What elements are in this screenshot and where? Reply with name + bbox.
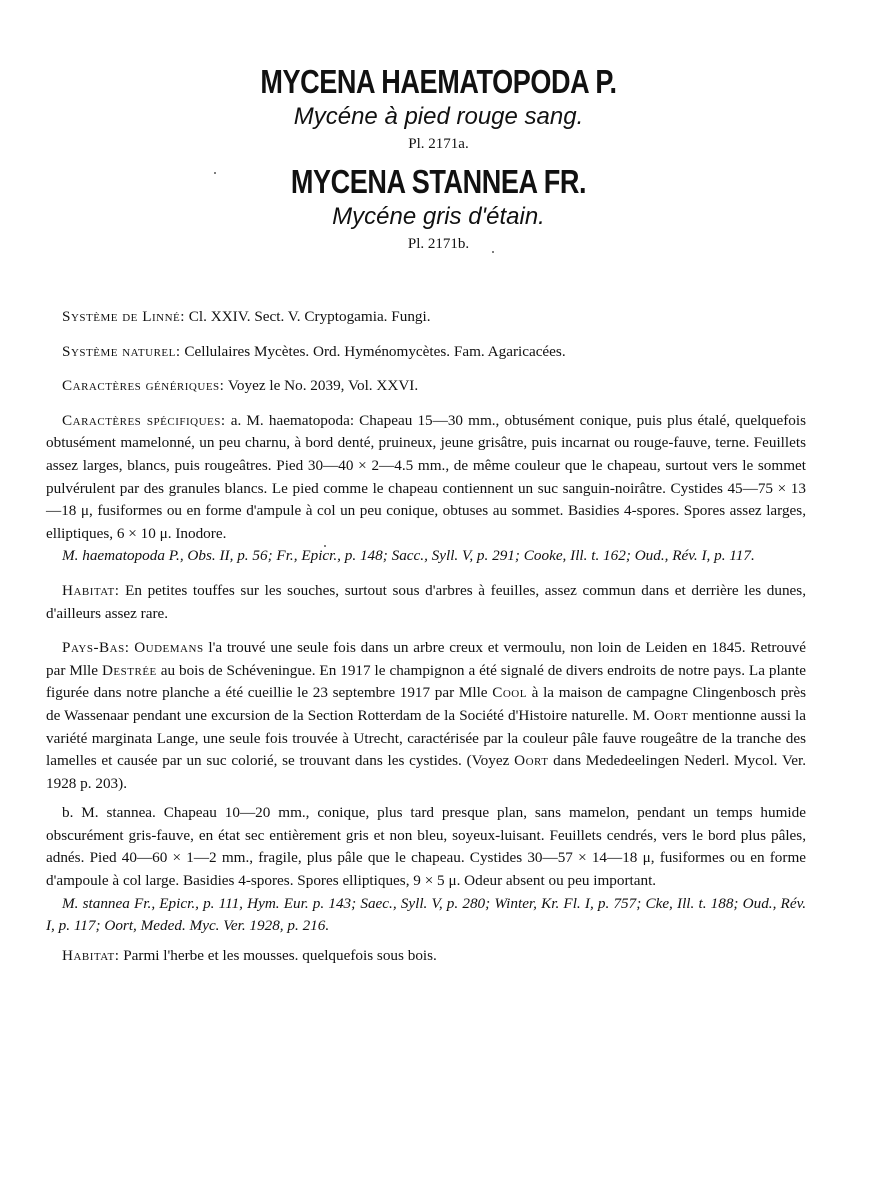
person-oort-2: Oort xyxy=(514,752,549,770)
reference-stannea: M. stannea Fr., Epicr., p. 111, Hym. Eur. p. 143; Saec., Syll. V, p. 280; Winter, Kr. Fl. I, p. 757; Cke, Ill. t. 188; Oud., Rév. I, p. 117; Oort, Meded. Myc. Ver. 1928, p. 216. xyxy=(46,894,806,935)
habitat-label-1: Habitat: xyxy=(62,581,120,599)
plate-number-1: Pl. 2171a. xyxy=(408,136,469,152)
paysbas-text-2: au bois de Schéveningue. En 1917 le champignon a été signalé de divers endroits de notre pays. La plante figurée dans notre planche a été cueillie le 23 septembre 1917 par Mlle xyxy=(46,661,806,702)
naturel-label: Système naturel: xyxy=(62,342,181,360)
plate-number-2: Pl. 2171b. xyxy=(407,236,470,252)
paysbas-text-1: l'a trouvé une seule fois dans un arbre creux et vermoulu, non loin de Leiden en 1845. Retrouvé par Mlle xyxy=(46,639,807,679)
paysbas-text-3: à la maison de campagne Clingenbosch près de Wassenaar pendant une excursion de la Section Rotterdam de la Société d'Histoire naturelle. M. xyxy=(46,684,806,724)
naturel-paragraph xyxy=(46,341,806,364)
linne-paragraph xyxy=(46,306,806,329)
print-speck xyxy=(324,545,326,547)
habitat-paragraph-2 xyxy=(46,945,806,968)
paysbas-paragraph xyxy=(46,637,806,795)
paysbas-label: Pays-Bas: xyxy=(62,639,130,657)
person-oort-1: Oort xyxy=(653,706,689,724)
person-destree: Destrée xyxy=(101,661,157,679)
stannea-paragraph: b. M. stannea. Chapeau 10—20 mm., conique, plus tard presque plan, sans mamelon, pendant un temps humide obscurément gris-fauve, en état sec entièrement gris et non bleu, soyeux-luisant. Feuillets cendrés, vers le bord plus pâles, adnés. Pied 40—60 × 1—2 mm., fragile, plus pâle que le chapeau. Cystides 30—57 × 14—18 μ, fusiformes ou en forme d'ampoule à col large. Basidies 4-spores. Spores elliptiques, 9 × 5 μ. Odeur absent ou peu important. xyxy=(46,804,806,890)
generiques-text: Voyez le No. 2039, Vol. XXVI. xyxy=(224,377,419,395)
vernacular-name-2: Mycéne gris d'étain. xyxy=(332,203,545,230)
habitat-label-2: Habitat: xyxy=(62,946,120,964)
generiques-paragraph xyxy=(46,375,806,398)
habitat-text-2: Parmi l'herbe et les mousses. quelquefois sous bois. xyxy=(119,946,437,964)
linne-label: Système de Linné: xyxy=(62,308,185,325)
naturel-text: Cellulaires Mycètes. Ord. Hyménomycètes. Fam. Agaricacées. xyxy=(180,342,566,360)
print-speck xyxy=(214,172,216,174)
paysbas-text-5: dans Mededeelingen Nederl. Mycol. Ver. 1928 p. 203). xyxy=(46,752,806,792)
print-speck xyxy=(492,251,494,253)
specifiques-text: a. M. haematopoda: Chapeau 15—30 mm., obtusément conique, puis plus étalé, quelquefois obtusément mamelonné, un peu charnu, à bord denté, pruineux, jeune grisâtre, puis incarnat ou rouge-fauve, terne. Feuillets assez larges, blancs, puis rougeâtres. Pied 30—40 × 2—4.5 mm., de même couleur que le chapeau, surtout vers le sommet pulvérulent par des granules blancs. Le pied comme le chapeau contiennent un suc sanguin-noirâtre. Cystides 45—75 × 13—18 μ, fusiformes ou en forme d'ampule à col un peu conique, obtuses au sommet. Basidies 4-spores. Spores assez larges, elliptiques, 6 × 10 μ. Inodore. xyxy=(46,411,806,542)
reference-haematopoda: M. haematopoda P., Obs. II, p. 56; Fr., Epicr., p. 148; Sacc., Syll. V, p. 291; Cooke, Ill. t. 162; Oud., Rév. I, p. 117. xyxy=(62,547,755,565)
person-oudemans: Oudemans xyxy=(134,639,204,657)
title-block xyxy=(0,62,877,254)
body-text xyxy=(46,306,806,967)
person-cool: Cool xyxy=(492,684,527,702)
species-title-1: MYCENA HAEMATOPODA P. xyxy=(260,63,617,100)
habitat-text-1: En petites touffes sur les souches, surtout sous d'arbres à feuilles, assez commun dans et derrière les dunes, d'ailleurs assez rare. xyxy=(46,581,806,622)
linne-text: Cl. XXIV. Sect. V. Cryptogamia. Fungi. xyxy=(184,308,431,325)
specifiques-label: Caractères spécifiques: xyxy=(62,411,226,429)
paysbas-text-4: mentionne aussi la variété marginata Lange, une seule fois trouvée à Utrecht, caractérisée par la couleur pâle fauve rougeâtre de la tranche des lamelles et causée par un suc colorié, se trouvant dans les cystides. (Voyez xyxy=(46,706,806,770)
generiques-label: Caractères génériques: xyxy=(62,377,225,395)
species-title-2: MYCENA STANNEA FR. xyxy=(290,163,587,200)
vernacular-name-1: Mycéne à pied rouge sang. xyxy=(293,103,584,130)
habitat-paragraph-1 xyxy=(46,580,806,625)
specifiques-paragraph xyxy=(46,410,806,546)
